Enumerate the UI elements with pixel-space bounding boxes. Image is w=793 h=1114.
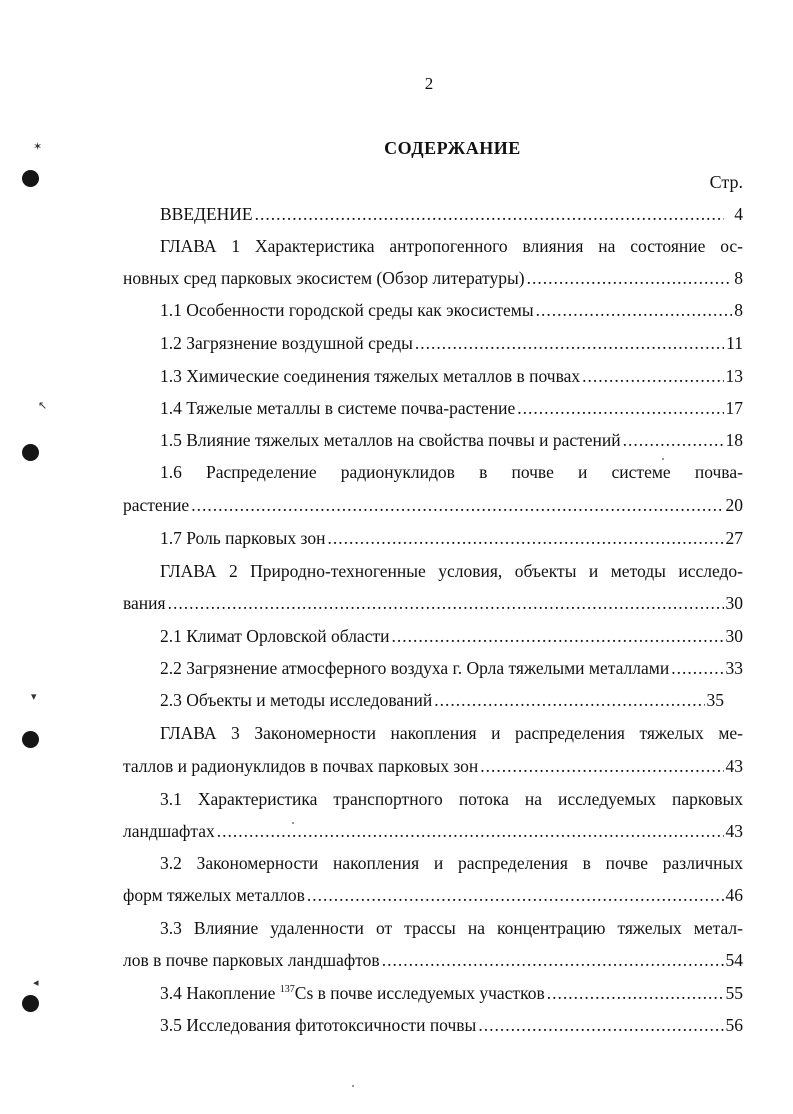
leader-dots [307, 883, 724, 907]
toc-entry-1-3: 1.3 Химические соединения тяжелых металлов в почвах ..... 13 [160, 364, 743, 388]
toc-entry-chapter-3: ГЛАВА 3 Закономерности накопления и распределения тяжелых ме- [160, 723, 743, 743]
leader-dots [255, 202, 725, 226]
leader-dots [536, 298, 733, 322]
leader-dots [217, 819, 724, 843]
leader-dots [582, 364, 723, 388]
toc-entry-3-4: 3.4 Накопление $^{137}$Cs в почве исследуемых участков ..... 55 [160, 981, 743, 1005]
toc-entry-2-3: 2.3 Объекты и методы исследований ..... 35 [160, 688, 724, 712]
leader-dots [517, 396, 723, 420]
toc-entry-1-6-cont: растение ..... 20 [123, 493, 743, 517]
toc-entry-intro: ВВЕДЕНИЕ ..... 4 [160, 202, 743, 226]
page-column-label: Стр. [709, 172, 743, 192]
leader-dots [168, 591, 724, 615]
leader-dots [671, 656, 723, 680]
toc-entry-1-5: 1.5 Влияние тяжелых металлов на свойства почвы и растений ..... 18 [160, 428, 743, 452]
scan-mark-icon: ▾ [31, 690, 37, 703]
toc-entry-3-2-cont: форм тяжелых металлов ..... 46 [123, 883, 743, 907]
page-title: СОДЕРЖАНИЕ [384, 138, 521, 158]
leader-dots [623, 428, 724, 452]
binder-hole [22, 170, 39, 187]
scan-mark-icon: ↖ [38, 399, 48, 412]
scan-mark-icon: ◂ [33, 976, 39, 989]
leader-dots [327, 526, 723, 550]
leader-dots [391, 624, 723, 648]
toc-entry-chapter-2: ГЛАВА 2 Природно-техногенные условия, объекты и методы исследо- [160, 561, 743, 581]
binder-hole [22, 444, 39, 461]
toc-entry-1-1: 1.1 Особенности городской среды как экосистемы ..... 8 [160, 298, 743, 322]
leader-dots [382, 948, 724, 972]
toc-entry-2-2: 2.2 Загрязнение атмосферного воздуха г. Орла тяжелыми металлами ..... 33 [160, 656, 743, 680]
toc-entry-1-7: 1.7 Роль парковых зон ..... 27 [160, 526, 743, 550]
toc-entry-2-1: 2.1 Климат Орловской области ..... 30 [160, 624, 743, 648]
binder-hole [22, 731, 39, 748]
toc-entry-3-3: 3.3 Влияние удаленности от трассы на концентрацию тяжелых метал- [160, 918, 743, 938]
toc-entry-3-3-cont: лов в почве парковых ландшафтов ..... 54 [123, 948, 743, 972]
leader-dots [478, 1013, 723, 1037]
toc-entry-3-1: 3.1 Характеристика транспортного потока на исследуемых парковых [160, 789, 743, 809]
toc-entry-1-2: 1.2 Загрязнение воздушной среды ..... 11 [160, 331, 743, 355]
toc-entry-chapter-1: ГЛАВА 1 Характеристика антропогенного влияния на состояние ос- [160, 236, 743, 256]
leader-dots [527, 266, 733, 290]
leader-dots [434, 688, 704, 712]
leader-dots [547, 981, 724, 1005]
toc-entry-1-6: 1.6 Распределение радионуклидов в почве и системе почва- [160, 462, 743, 482]
scan-mark-icon: ✶ [33, 140, 43, 153]
toc-entry-1-4: 1.4 Тяжелые металлы в системе почва-растение ..... 17 [160, 396, 743, 420]
page-number: 2 [424, 74, 434, 93]
binder-hole [22, 995, 39, 1012]
toc-entry-3-1-cont: ландшафтах ..... 43 [123, 819, 743, 843]
scan-speck [352, 1085, 354, 1087]
leader-dots [415, 331, 724, 355]
toc-entry-3-2: 3.2 Закономерности накопления и распределения в почве различных [160, 853, 743, 873]
leader-dots [480, 754, 723, 778]
leader-dots [191, 493, 723, 517]
toc-entry-3-5: 3.5 Исследования фитотоксичности почвы ..... 56 [160, 1013, 743, 1037]
toc-entry-chapter-3-cont: таллов и радионуклидов в почвах парковых зон ..... 43 [123, 754, 743, 778]
toc-entry-chapter-2-cont: вания ..... 30 [123, 591, 743, 615]
toc-entry-chapter-1-cont: новных сред парковых экосистем (Обзор литературы) ..... 8 [123, 266, 743, 290]
